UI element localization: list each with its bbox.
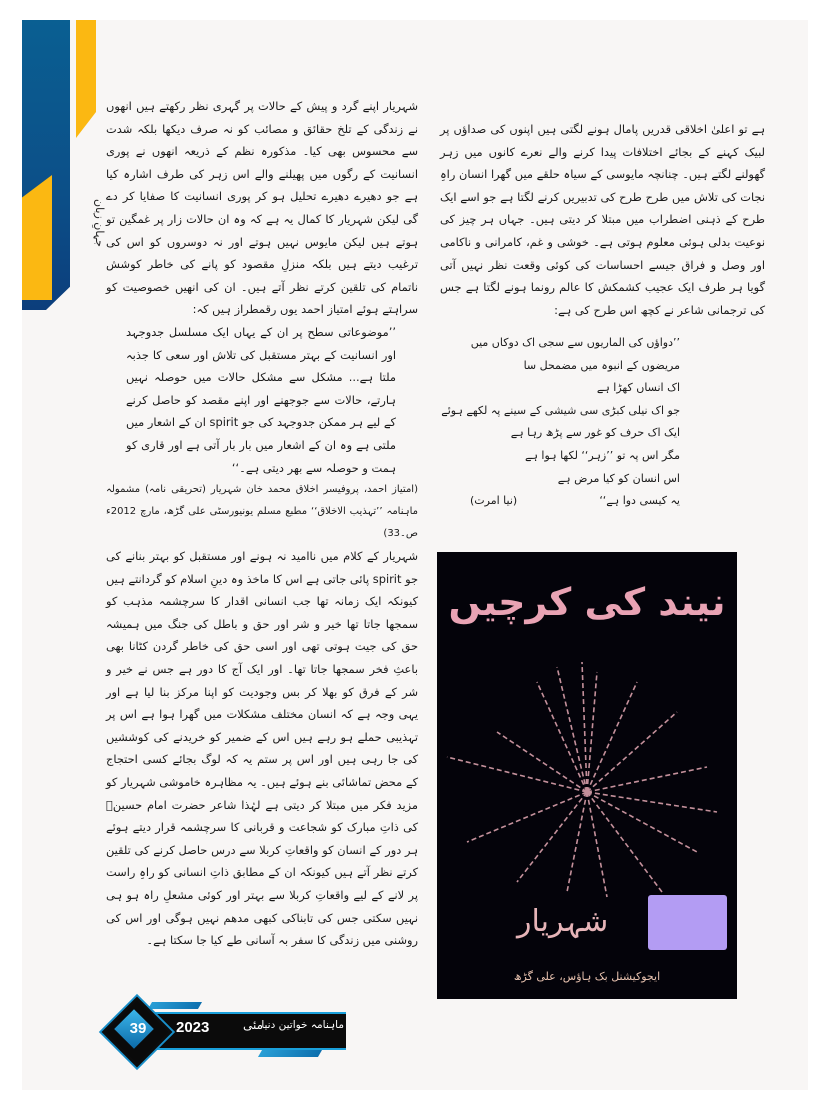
poem-line: مریضوں کے انبوہ میں مضمحل سا bbox=[523, 358, 680, 372]
price-sticker bbox=[648, 895, 727, 950]
poem-line: اس انسان کو کیا مرض ہے bbox=[557, 471, 680, 485]
poem-line: ’’دواؤں کی الماریوں سے سجی اک دوکاں میں bbox=[470, 336, 680, 349]
poem-last-line bbox=[430, 490, 720, 513]
section-label: جہانِ زبان bbox=[93, 199, 106, 247]
book-author: شہریار bbox=[517, 904, 609, 939]
footer-stripe bbox=[258, 1050, 322, 1057]
poem-line: ایک اک حرف کو غور سے پڑھ رہا ہے bbox=[510, 426, 680, 440]
citation: (امتیاز احمد، پروفیسر اخلاق محمد خان شہریار (تحریقی نامہ) مشمولہ ماہنامہ ’’تہذیب الاخلاق‘‘ مطبع مسلم یونیورسٹی علی گڑھ، مارچ 2012ء ص۔33) bbox=[106, 484, 418, 540]
right-paragraph: ہے تو اعلیٰ اخلاقی قدریں پامال ہونے لگتی ہیں اپنوں کی صداؤں پر لبیک کہنے کے بجائے اختلافات پیدا کرنے والے نعرے کانوں میں زہر گھولنے لگتے ہیں۔ چنانچہ مایوسی کے سیاہ حلقے میں گھرا انسان راہِ نجات کی تلاش میں طرح طرح کی تدبیریں کرنے لگتا ہے جو اسے ایک طرح کے ذہنی اضطراب میں مبتلا کر دیتی ہیں۔ جہاں ہر چیز کی نوعیت بدلی ہوئی معلوم ہوتی ہے۔ خوشی و غم، کامرانی و ناکامی اور وصل و فراق جیسے احساسات کی کوئی وقعت نظر نہیں آتی گویا ہر طرف ایک عجیب کشمکش کا عالم رونما ہونے لگتا ہے جس کی ترجمانی شاعر نے کچھ اس طرح کی ہے: bbox=[440, 122, 765, 317]
page-number: 39 bbox=[129, 1020, 147, 1037]
issue-month: مئی bbox=[243, 1018, 264, 1032]
poem-source: (نیا امرت) bbox=[470, 494, 518, 508]
book-title: نیند کی کرچیں bbox=[448, 580, 726, 624]
footer-stripe bbox=[148, 1002, 202, 1009]
left-paragraph-2: شہریار کے کلام میں ناامید نہ ہونے اور مستقبل کو بہتر بنانے کی جو spirit پائی جاتی ہے اس کا ماخذ وہ دینِ اسلام کو گردانتے ہیں کیونکہ ایک زمانہ تھا جب انسانی اقدار کا سرچشمہ مذہب کو سمجھا جاتا تھا خیر و شر اور حق و باطل کی جنگ میں ہمیشہ حق کی جیت ہوتی تھی اور اسی حق کی خاطر گردن کٹانا بھی باعثِ فخر سمجھا جاتا تھا۔ اور ایک آج کا دور ہے جس نے خیر و شر کے فرق کو بھلا کر بس وجودیت کو اپنا مرکز بنا لیا ہے اور یہی وجہ ہے کہ انسان مختلف مشکلات میں گھرا ہوا ہے اس پر تہذیبی حملے ہو رہے ہیں اس کے ضمیر کو خریدنے کی کوششیں کی جا رہی ہیں اور اس پر ستم یہ کہ لوگ بجائے کسی احتجاج کے محض تماشائی بنے ہوئے ہیں۔ یہ مظاہرہ خاموشی شہریار کو مزید فکر میں مبتلا کر دیتی ہے لہٰذا شاعر حضرت امام حسینؓ کی ذاتِ مبارک کو شجاعت و قربانی کا سرچشمہ قرار دیتے ہوئے ہر دور کے انسان کو واقعاتِ کربلا سے درس حاصل کرنے کی تلقین کرتے نظر آتے ہیں کیونکہ ان کے مطابق ذاتِ انسانی کو راہِ راست پر لانے کے لیے واقعاتِ کربلا سے بہتر اور کوئی مشعلِ راہ ہو ہی نہیں سکتی جس کی تابناکی کبھی مدھم نہیں ہوگی اور اس کی روشنی میں زندگی کا سفر بہ آسانی طے کیا جا سکتا ہے۔ bbox=[106, 549, 418, 948]
poem-line: یہ کیسی دوا ہے‘‘ bbox=[599, 494, 680, 508]
poem-line: جو اک نیلی کبڑی سی شیشی کے سینے پہ لکھے ہوئے bbox=[441, 403, 680, 417]
left-paragraph-1: شہریار اپنے گرد و پیش کے حالات پر گہری نظر رکھتے ہیں انھوں نے زندگی کے تلخ حقائق و مصائب کو نہ صرف دیکھا بلکہ شدت سے محسوس بھی کیا۔ مذکورہ نظم کے ذریعہ انھوں نے پوری انسانیت کے رگوں میں پھیلنے والے اس زہر کی طرف اشارہ کیا ہے جو دھیرے دھیرے تحلیل ہو کر پوری انسانیت کا صفایا کر دے گی لیکن شہریار کا کمال یہ ہے کہ وہ ان حالات زار پر غمگین تو ہوتے ہیں لیکن مایوس نہیں ہوتے اور نہ دوسروں کو اس کی ترغیب دیتے ہیں بلکہ منزلِ مقصود کو پانے کی خاطر کوشش ناتمام کی تلقین کرتے نظر آتے ہیں۔ ان کی انھیں خصوصیت کو سراہتے ہوئے امتیاز احمد یوں رقمطراز ہیں کہ: bbox=[106, 99, 418, 317]
poem-line: مگر اس پہ تو ’’زہر‘‘ لکھا ہوا ہے bbox=[525, 448, 680, 462]
magazine-name: ماہنامہ خواتین دنیا bbox=[261, 1019, 344, 1031]
poem-block bbox=[430, 332, 720, 513]
page-footer bbox=[108, 1002, 348, 1058]
book-cover-image bbox=[437, 552, 737, 999]
poem-line: اک انساں کھڑا ہے bbox=[596, 381, 680, 395]
block-quote: ’’موضوعاتی سطح پر ان کے یہاں ایک مسلسل جدوجہد اور انسانیت کے بہتر مستقبل کی تلاش اور سعی کا جذبہ ملتا ہے... مشکل سے مشکل حالات میں حوصلہ نہیں ہارتے، حالات سے جوجھنے اور اپنے مقصد کو حاصل کرنے کے لیے ہر ممکن جدوجہد کی جو spirit ان کے اشعار میں ملتی ہے وہ ان کے اشعار میں بار بار آتی ہے اور قاری کو ہمت و حوصلہ سے بھر دیتی ہے۔‘‘ bbox=[126, 324, 396, 475]
issue-year: 2023 bbox=[176, 1019, 210, 1036]
left-column bbox=[106, 95, 418, 952]
right-column bbox=[440, 118, 765, 321]
book-publisher: ایجوکیشنل بک ہاؤس، علی گڑھ bbox=[513, 970, 661, 983]
